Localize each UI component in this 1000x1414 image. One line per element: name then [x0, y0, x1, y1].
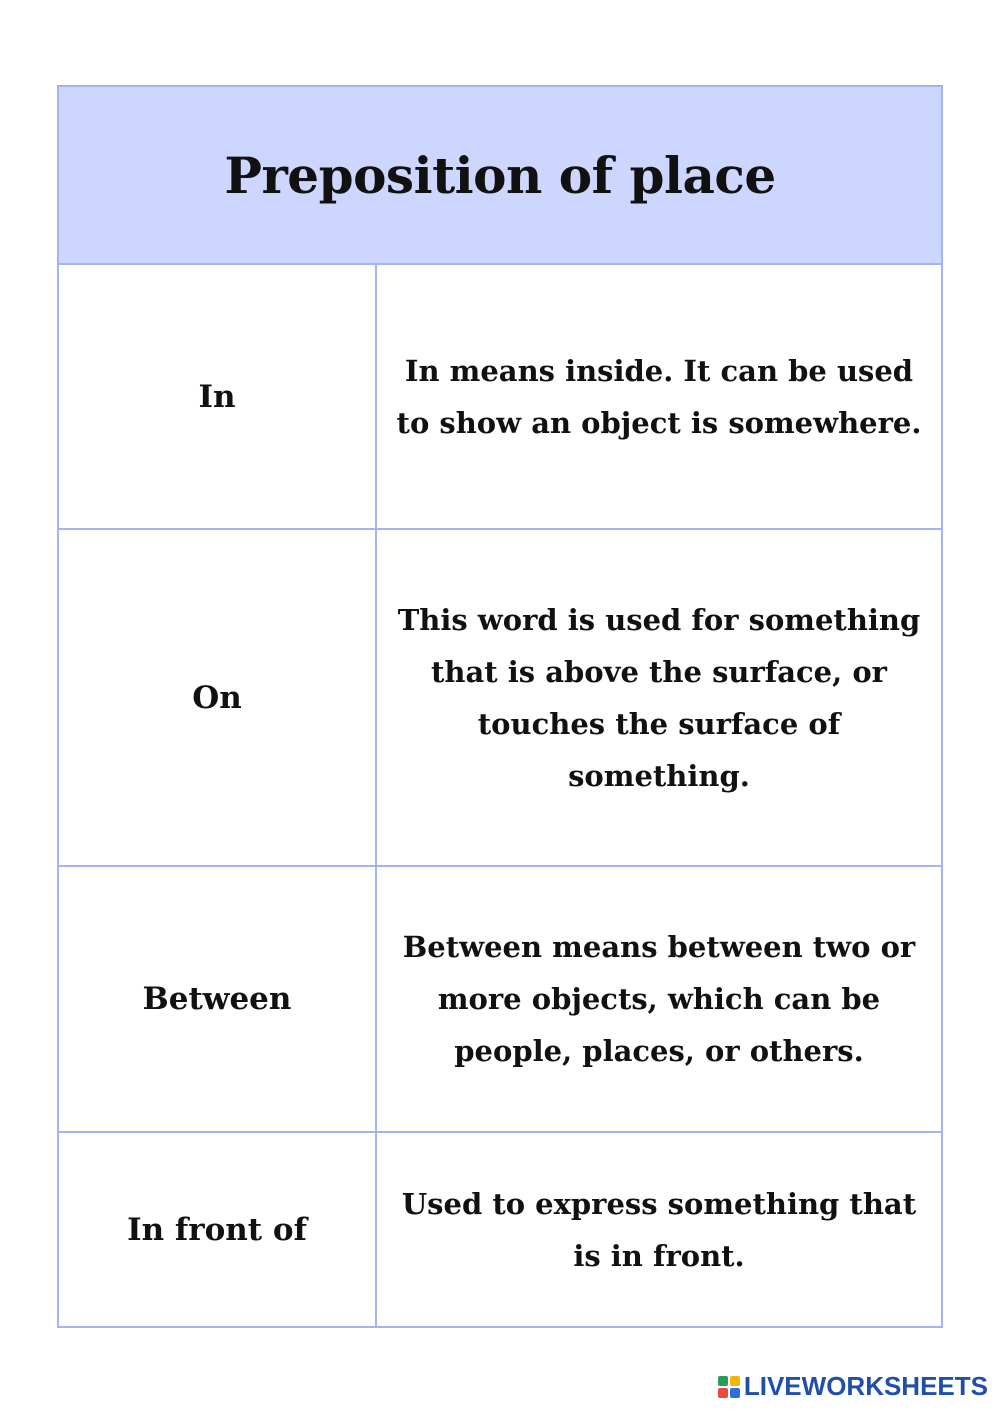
term-text: On [192, 679, 242, 716]
definition-text: Used to express something that is in front. [401, 1186, 917, 1273]
title-cell [59, 87, 941, 265]
term-text: In front of [127, 1211, 307, 1248]
page-title: Preposition of place [224, 145, 776, 205]
definition-cell [377, 1133, 941, 1326]
term-cell [59, 530, 377, 865]
preposition-table [57, 85, 943, 1328]
table-row [59, 530, 941, 867]
definition-text: Between means between two or more objects, which can be people, places, or others. [402, 930, 916, 1068]
definition-cell [377, 867, 941, 1131]
liveworksheets-logo-icon [718, 1376, 740, 1398]
definition-text: This word is used for something that is above the surface, or touches the surface of something. [397, 602, 921, 793]
term-cell [59, 1133, 377, 1326]
liveworksheets-logo[interactable] [718, 1371, 988, 1402]
definition-cell [377, 265, 941, 528]
logo-text: LIVEWORKSHEETS [743, 1371, 988, 1401]
table-row [59, 1133, 941, 1326]
table-row [59, 265, 941, 530]
term-cell [59, 265, 377, 528]
term-cell [59, 867, 377, 1131]
definition-cell [377, 530, 941, 865]
definition-text: In means inside. It can be used to show an object is somewhere. [396, 353, 922, 440]
term-text: Between [142, 981, 292, 1017]
table-row [59, 867, 941, 1133]
term-text: In [198, 378, 236, 415]
